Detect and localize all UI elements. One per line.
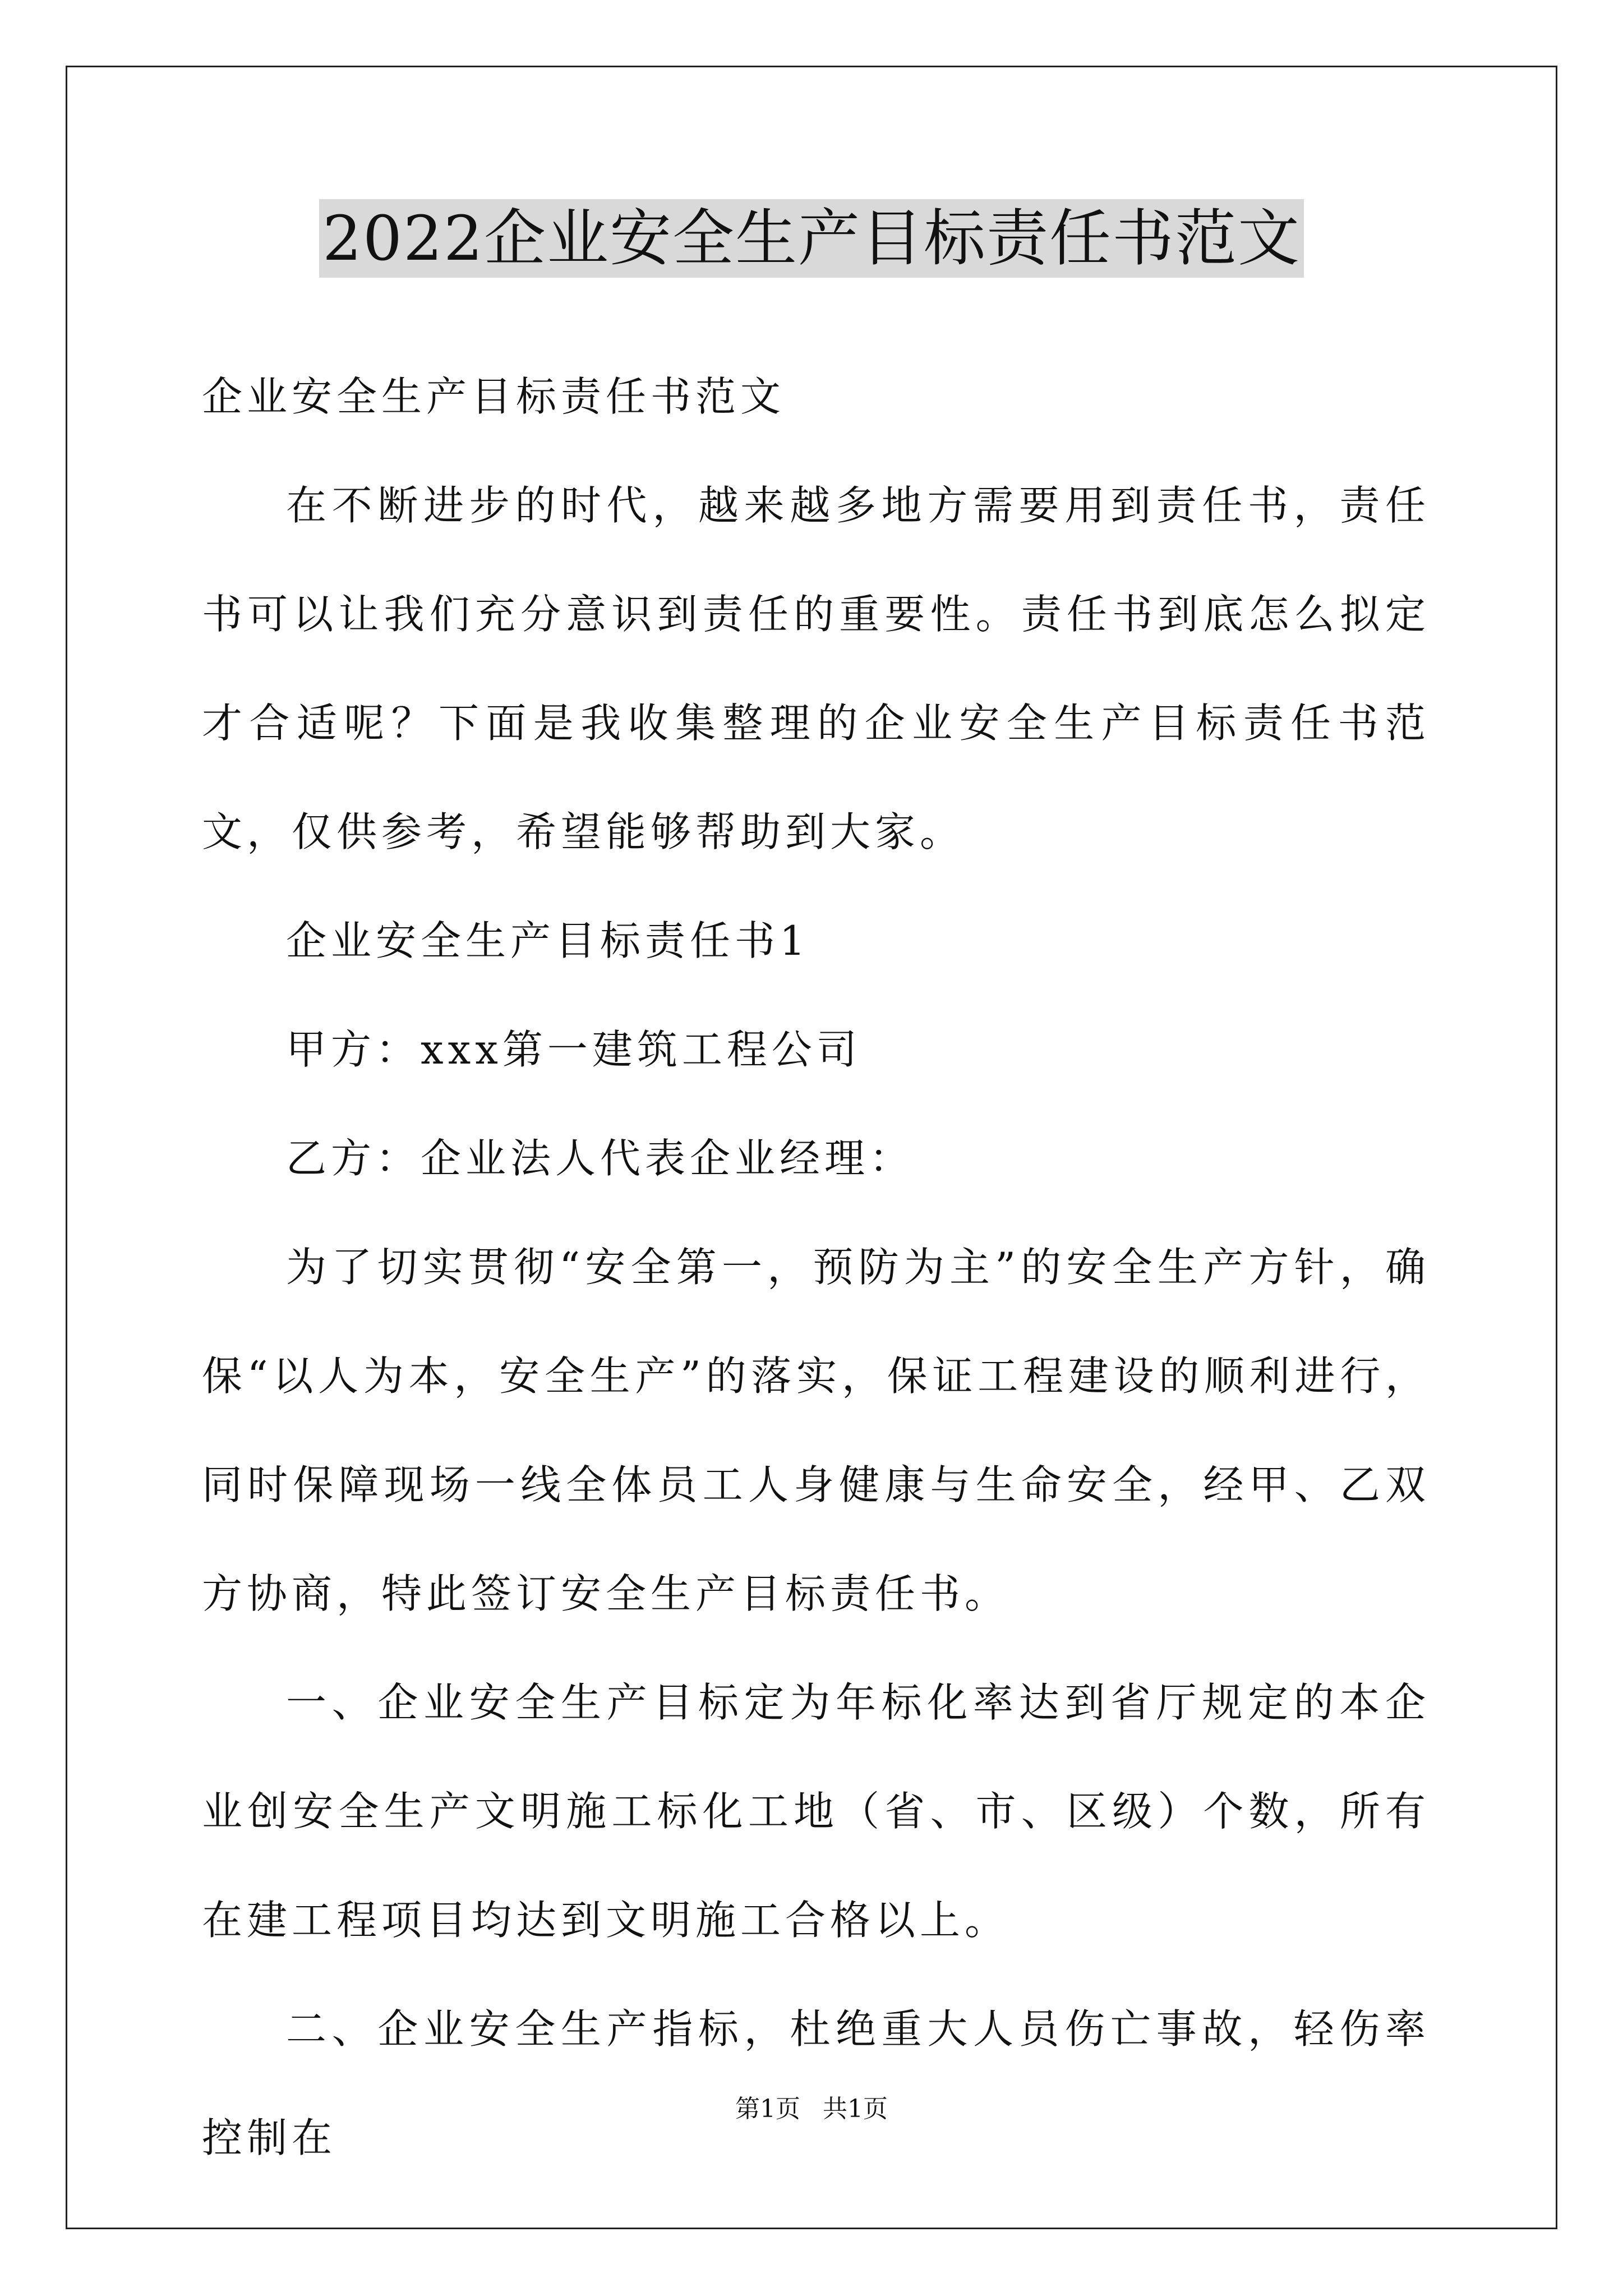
- document-title: 2022企业安全生产目标责任书范文: [319, 199, 1304, 278]
- page-number: 第1页: [735, 2095, 800, 2123]
- clause-two-paragraph: 二、企业安全生产指标，杜绝重大人员伤亡事故，轻伤率控制在: [202, 2005, 1430, 2161]
- section-heading: 企业安全生产目标责任书1: [286, 917, 810, 964]
- party-b-line: 乙方：企业法人代表企业经理：: [286, 1135, 915, 1182]
- subtitle-paragraph: 企业安全生产目标责任书范文: [202, 373, 786, 420]
- document-body: [202, 342, 1430, 2192]
- clause-one-paragraph: 一、企业安全生产目标定为年标化率达到省厅规定的本企业创安全生产文明施工标化工地（省、市、区级）个数，所有在建工程项目均达到文明施工合格以上。: [202, 1679, 1430, 1944]
- intro-paragraph: 在不断进步的时代，越来越多地方需要用到责任书，责任书可以让我们充分意识到责任的重要性。责任书到底怎么拟定才合适呢？下面是我收集整理的企业安全生产目标责任书范文，仅供参考，希望能够帮助到大家。: [202, 482, 1430, 855]
- page-total: 共1页: [823, 2095, 888, 2123]
- title-container: [0, 199, 1623, 278]
- purpose-paragraph: 为了切实贯彻“安全第一，预防为主”的安全生产方针，确保“以人为本，安全生产”的落实，保证工程建设的顺利进行，同时保障现场一线全体员工人身健康与生命安全，经甲、乙双方协商，特此签订安全生产目标责任书。: [202, 1244, 1430, 1617]
- page-footer: [0, 2092, 1623, 2126]
- party-a-line: 甲方：xxx第一建筑工程公司: [286, 1026, 861, 1073]
